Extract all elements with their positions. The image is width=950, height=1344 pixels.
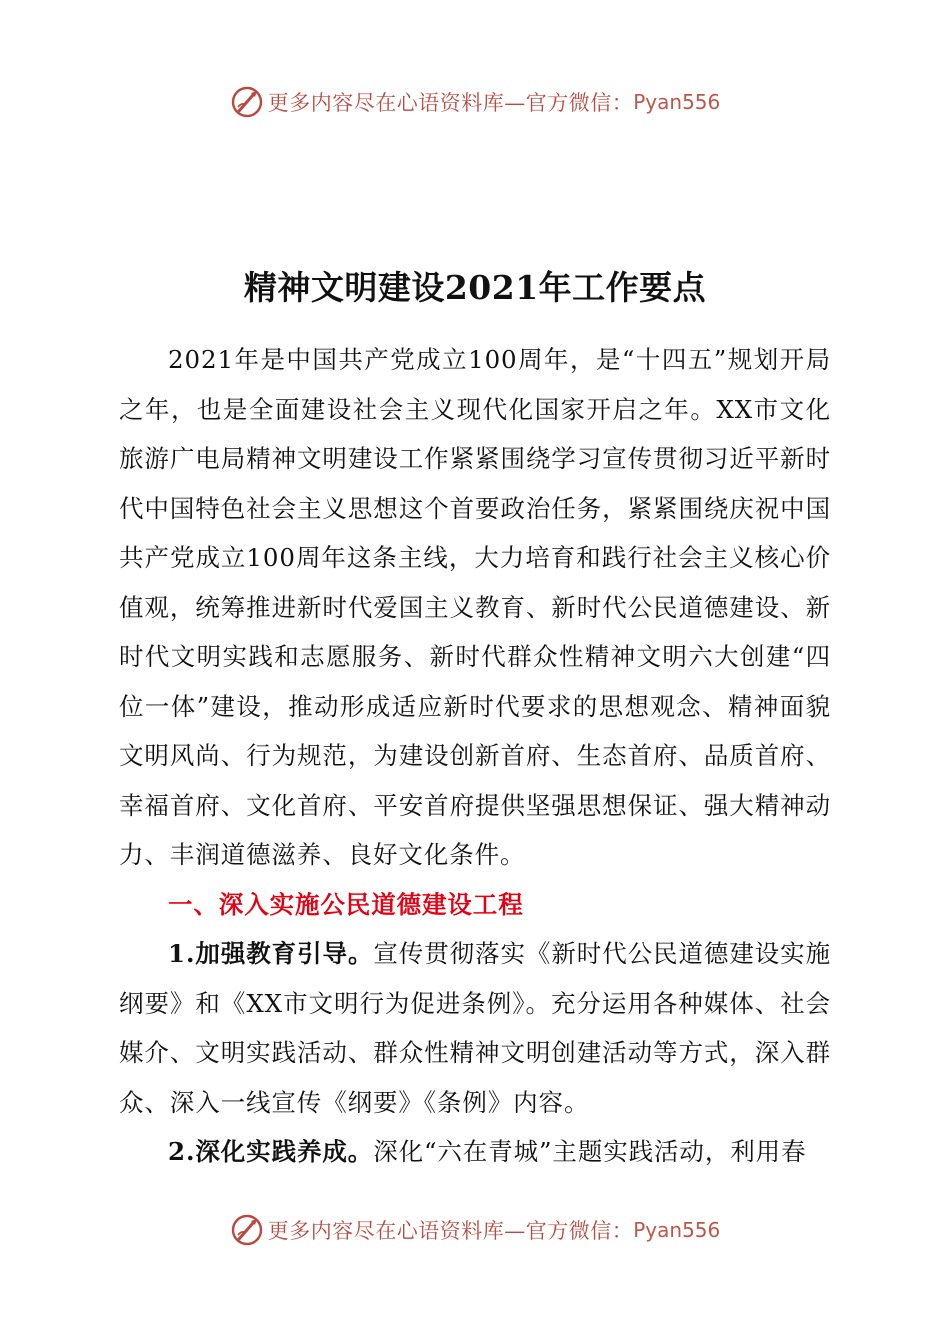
item-paragraph bbox=[119, 929, 831, 1127]
banner-text: 更多内容尽在心语资料库—官方微信： bbox=[267, 91, 634, 115]
item-paragraph bbox=[119, 1127, 831, 1177]
pen-logo-icon bbox=[230, 85, 264, 119]
intro-paragraph: 2021年是中国共产党成立100周年，是“十四五”规划开局之年，也是全面建设社会主义现代化国家开启之年。XX市文化旅游广电局精神文明建设工作紧紧围绕学习宣传贯彻习近平新时代中国特色社会主义思想这个首要政治任务，紧紧围绕庆祝中国共产党成立100周年这条主线，大力培育和践行社会主义核心价值观，统筹推进新时代爱国主义教育、新时代公民道德建设、新时代文明实践和志愿服务、新时代群众性精神文明六大创建“四位一体”建设，推动形成适应新时代要求的思想观念、精神面貌文明风尚、行为规范，为建设创新首府、生态首府、品质首府、幸福首府、文化首府、平安首府提供坚强思想保证、强大精神动力、丰润道德滋养、良好文化条件。 bbox=[119, 345, 831, 869]
pen-logo-icon bbox=[230, 1213, 264, 1247]
footer-watermark-banner bbox=[0, 1208, 950, 1252]
banner-account: Pyan556 bbox=[633, 1218, 721, 1242]
item-lead: 1.加强教育引导。 bbox=[168, 939, 374, 968]
item-text: 深化“六在青城”主题实践活动，利用春 bbox=[373, 1137, 807, 1166]
item-text: 宣传贯彻落实《新时代公民道德建设实施纲要》和《XX市文明行为促进条例》。充分运用各种媒体、社会媒介、文明实践活动、群众性精神文明创建活动等方式，深入群众、深入一线宣传《纲要》《条例》内容。 bbox=[119, 939, 831, 1117]
banner-text: 更多内容尽在心语资料库—官方微信： bbox=[267, 1219, 634, 1243]
banner-account: Pyan556 bbox=[633, 90, 721, 114]
item-lead: 2.深化实践养成。 bbox=[168, 1137, 374, 1166]
header-watermark-banner bbox=[0, 80, 950, 124]
document-body bbox=[119, 335, 831, 1177]
section-heading: 一、深入实施公民道德建设工程 bbox=[168, 889, 524, 919]
document-title: 精神文明建设2021年工作要点 bbox=[243, 268, 707, 307]
